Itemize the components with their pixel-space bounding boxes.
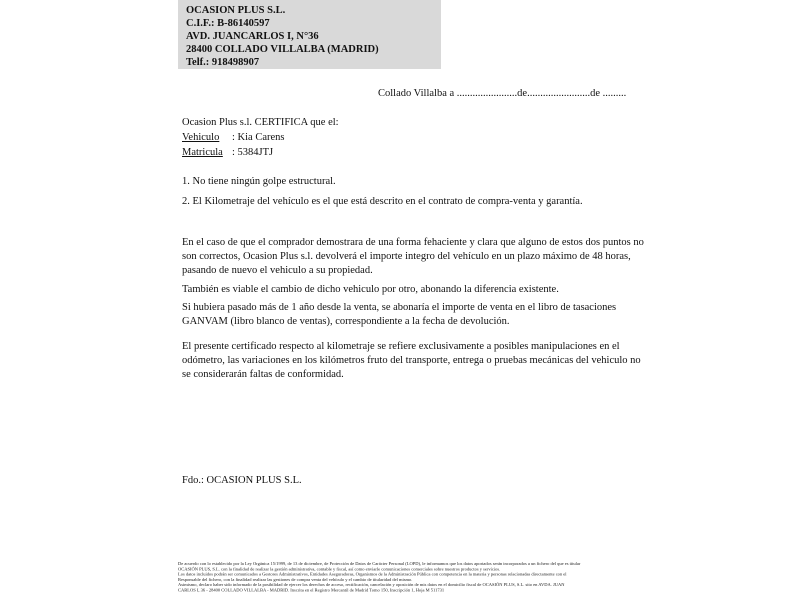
legal-fine-print bbox=[178, 561, 618, 593]
legal-line: De acuerdo con lo establecido por la Ley Orgánica 15/1999, de 13 de diciembre, de Protección de Datos de Carácter Personal (LOPD), le informamos que los datos aportados serán incorporados a un fichero del que es titular bbox=[178, 561, 581, 566]
company-name: OCASION PLUS S.L. bbox=[186, 5, 286, 16]
certified-point-1: 1. No tiene ningún golpe estructural. bbox=[182, 176, 336, 187]
company-phone: Telf.: 918498907 bbox=[186, 57, 260, 68]
legal-line: OCASIÓN PLUS, S.L. con la finalidad de realizar la gestión administrativa, contable y fiscal, así como enviarle comunicaciones comerciales sobre nuestros productos y servicios. bbox=[178, 566, 501, 572]
certified-point-2: 2. El Kilometraje del vehículo es el que está descrito en el contrato de compra-venta y garantía. bbox=[182, 196, 583, 207]
date-line: Collado Villalba a .......................de........................de ......... bbox=[378, 88, 627, 99]
certify-intro: Ocasion Plus s.l. CERTIFICA que el: bbox=[182, 117, 339, 128]
signature-line: Fdo.: OCASION PLUS S.L. bbox=[182, 475, 302, 486]
vehicle-value: Kia Carens bbox=[237, 132, 285, 143]
ganvam-paragraph: Si hubiera pasado más de 1 año desde la venta, se abonaría el importe de venta en el libro de tasaciones GANVAM (libro blanco de ventas), correspondiente a la fecha de devolución. bbox=[182, 302, 617, 327]
letterhead-block bbox=[178, 0, 441, 69]
refund-paragraph: En el caso de que el comprador demostrara de una forma fehaciente y clara que alguno de estos dos puntos no son correctos, Ocasion Plus s.l. devolverá el importe integro del vehículo en un plazo máximo de 48 horas, pasando de nuevo el vehiculo a su propiedad. bbox=[182, 237, 644, 276]
legal-line: Responsable del fichero, con la finalidad realizar las gestiones de compra venta del vehículo y el cambio de titularidad del mismo. bbox=[178, 576, 413, 582]
vehicle-separator: : bbox=[232, 132, 238, 143]
company-cif: C.I.F.: B-86140597 bbox=[186, 18, 270, 29]
plate-separator: : bbox=[232, 147, 238, 158]
company-city: 28400 COLLADO VILLALBA (MADRID) bbox=[186, 44, 379, 55]
plate-value: 5384JTJ bbox=[237, 147, 274, 158]
odometer-paragraph: El presente certificado respecto al kilometraje se refiere exclusivamente a posibles manipulaciones en el odómetro, las variaciones en los kilómetros fruto del transporte, entrega o pruebas mecánicas del vehiculo no se considerarán faltas de conformidad. bbox=[182, 341, 641, 380]
plate-label: Matricula bbox=[182, 147, 223, 158]
plate-row bbox=[182, 147, 273, 158]
vehicle-row bbox=[182, 132, 285, 143]
exchange-paragraph: También es viable el cambio de dicho vehiculo por otro, abonando la diferencia existente. bbox=[182, 284, 559, 295]
legal-line: CARLOS I, 36 - 28400 COLLADO VILLALBA - MADRID. Inscrita en el Registro Mercantil de Madrid Tomo 150, Inscripción 1, Hoja M 511731 bbox=[178, 587, 445, 593]
vehicle-label: Vehiculo bbox=[182, 132, 220, 143]
legal-line: Los datos incluidos podrán ser comunicados a Gestores Administrativos, Entidades Aseguradoras, Organismos de la Administración Pública con competencia en la materia y personas relacionadas directamente con el bbox=[178, 571, 567, 577]
company-address: AVD. JUANCARLOS I, N°36 bbox=[186, 31, 319, 42]
legal-line: Asimismo, declaro haber sido informado de la posibilidad de ejercer los derechos de acceso, rectificación, cancelación y oposición de mis datos en el domicilio fiscal de OCASIÓN PLUS, S.L. sito en AVDA. JUAN bbox=[178, 582, 565, 587]
